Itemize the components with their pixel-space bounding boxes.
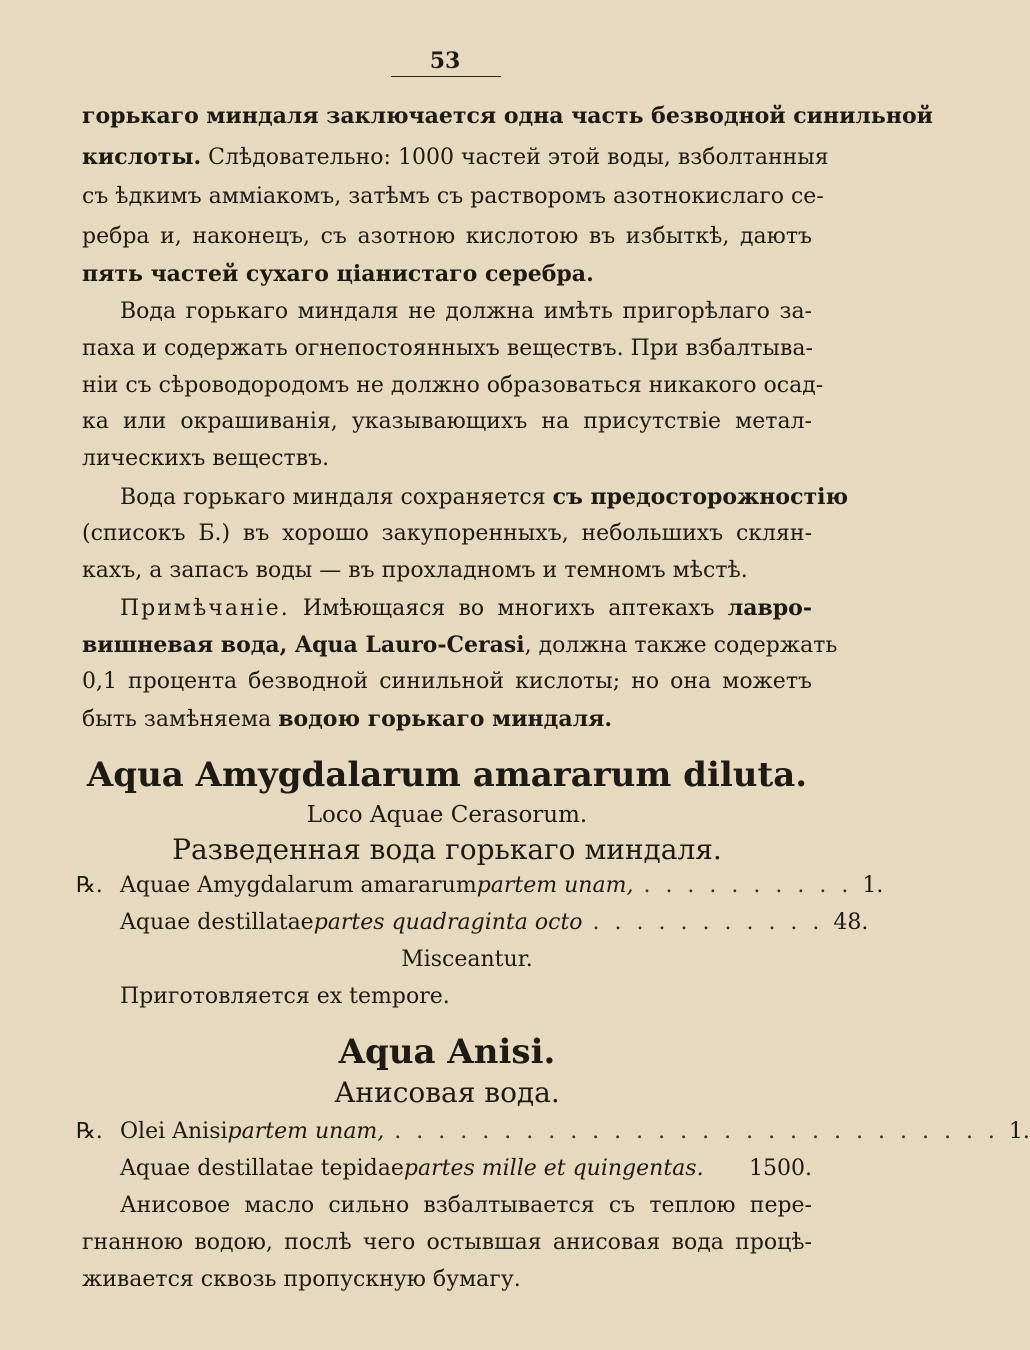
p4-line2 bbox=[82, 626, 838, 664]
preparation-note: Приготовляется ex tempore. bbox=[120, 984, 450, 1009]
p2-line3: ніи съ сѣроводородомъ не должно образоваться никакого осад- bbox=[82, 373, 824, 398]
recipe1-line1 bbox=[76, 867, 884, 905]
section2-russian-title: Анисовая вода. bbox=[334, 1076, 560, 1109]
p4-line4 bbox=[82, 700, 812, 738]
ingredient-name: Aquae Amygdalarum amararum bbox=[120, 873, 477, 898]
p1-bold-text: горькаго миндаля заключается одна часть безводной синильной bbox=[82, 103, 933, 129]
ingredient-quantity-text: partem unam, bbox=[476, 873, 634, 898]
p4-line3: 0,1 процента безводной синильной кислоты; но она можетъ bbox=[82, 669, 812, 694]
ingredient-name: Aquae destillatae bbox=[120, 910, 314, 935]
s2-desc-line3: живается сквозь пропускную бумагу. bbox=[82, 1267, 521, 1292]
section2-title: Aqua Anisi. bbox=[338, 1032, 556, 1072]
ingredient-quantity-text: partes quadraginta octo bbox=[313, 910, 583, 935]
p4-text: Имѣющаяся во многихъ аптекахъ bbox=[289, 596, 728, 621]
p2-line5: лическихъ веществъ. bbox=[82, 446, 330, 471]
ingredient-name: Aquae destillatae tepidae bbox=[120, 1156, 404, 1181]
p3-line2: (списокъ Б.) въ хорошо закупоренныхъ, небольшихъ склян- bbox=[82, 521, 812, 546]
p4-bold-end: водою горькаго миндаля. bbox=[278, 706, 613, 732]
p2-line4: ка или окрашиванія, указывающихъ на присутствіе метал- bbox=[82, 409, 812, 434]
page-number: 53 bbox=[429, 48, 461, 74]
p1-result: пять частей сухаго ціанистаго серебра. bbox=[82, 261, 594, 287]
p1-line3: съ ѣдкимъ амміакомъ, затѣмъ съ растворомъ азотнокислаго се- bbox=[82, 184, 824, 209]
leader-dots: . . . . . . . . . . . . . . . . . . . . . . . . . . . . bbox=[394, 1119, 999, 1144]
p4-line1 bbox=[82, 589, 812, 627]
p4-text3: быть замѣняема bbox=[82, 707, 279, 732]
section1-subtitle: Loco Aquae Cerasorum. bbox=[306, 802, 588, 828]
note-label: Примѣчаніе. bbox=[120, 596, 290, 621]
leader-dots: . . . . . . . . . . . bbox=[592, 910, 824, 935]
p4-text2: , должна также содержать bbox=[524, 633, 838, 658]
p1-line4: ребра и, наконецъ, съ азотною кислотою въ избыткѣ, даютъ bbox=[82, 224, 812, 249]
recipe2-line1 bbox=[76, 1113, 1030, 1151]
p1-line5 bbox=[82, 255, 812, 293]
s2-desc-line1: Анисовое масло сильно взбалтывается съ теплою пере- bbox=[120, 1193, 812, 1218]
p1-line1 bbox=[82, 97, 933, 135]
recipe2-line2 bbox=[82, 1150, 812, 1188]
header-rule bbox=[391, 76, 501, 77]
recipe-symbol: ℞. bbox=[76, 1119, 103, 1144]
ingredient-amount: 1500. bbox=[749, 1156, 812, 1181]
p3-text: Вода горькаго миндаля сохраняется bbox=[120, 485, 553, 510]
section1-title: Aqua Amygdalarum amararum diluta. bbox=[86, 755, 808, 795]
p3-line1 bbox=[82, 478, 849, 516]
p1-bold-word: кислоты. bbox=[82, 144, 202, 170]
p4-bold: лавро- bbox=[727, 595, 812, 621]
p4-bold-name: вишневая вода, Aqua Lauro-Cerasi bbox=[82, 632, 525, 658]
section1-russian-title: Разведенная вода горькаго миндаля. bbox=[172, 833, 722, 866]
leader-dots: . . . . . . . . . . bbox=[643, 873, 853, 898]
misceantur-line: Misceantur. bbox=[401, 947, 533, 972]
p2-line2: паха и содержать огнепостоянныхъ веществъ. При взбалтыва- bbox=[82, 336, 813, 361]
recipe1-line2 bbox=[82, 904, 869, 942]
s2-desc-line2: гнанною водою, послѣ чего остывшая анисовая вода процѣ- bbox=[82, 1230, 812, 1255]
p3-line3: кахъ, а запасъ воды — въ прохладномъ и темномъ мѣстѣ. bbox=[82, 558, 748, 583]
ingredient-amount: 48. bbox=[833, 910, 869, 935]
ingredient-quantity-text: partem unam, bbox=[227, 1119, 385, 1144]
p1-line2 bbox=[82, 138, 829, 176]
ingredient-amount: 1. bbox=[1008, 1119, 1030, 1144]
ingredient-amount: 1. bbox=[862, 873, 884, 898]
ingredient-name: Olei Anisi bbox=[120, 1119, 228, 1144]
p2-line1: Вода горькаго миндаля не должна имѣть пригорѣлаго за- bbox=[120, 299, 812, 324]
ingredient-quantity-text: partes mille et quingentas. bbox=[403, 1156, 704, 1181]
recipe-symbol: ℞. bbox=[76, 873, 103, 898]
p3-bold: съ предосторожностію bbox=[552, 484, 849, 510]
p1-text: Слѣдовательно: 1000 частей этой воды, взболтанныя bbox=[201, 145, 829, 170]
